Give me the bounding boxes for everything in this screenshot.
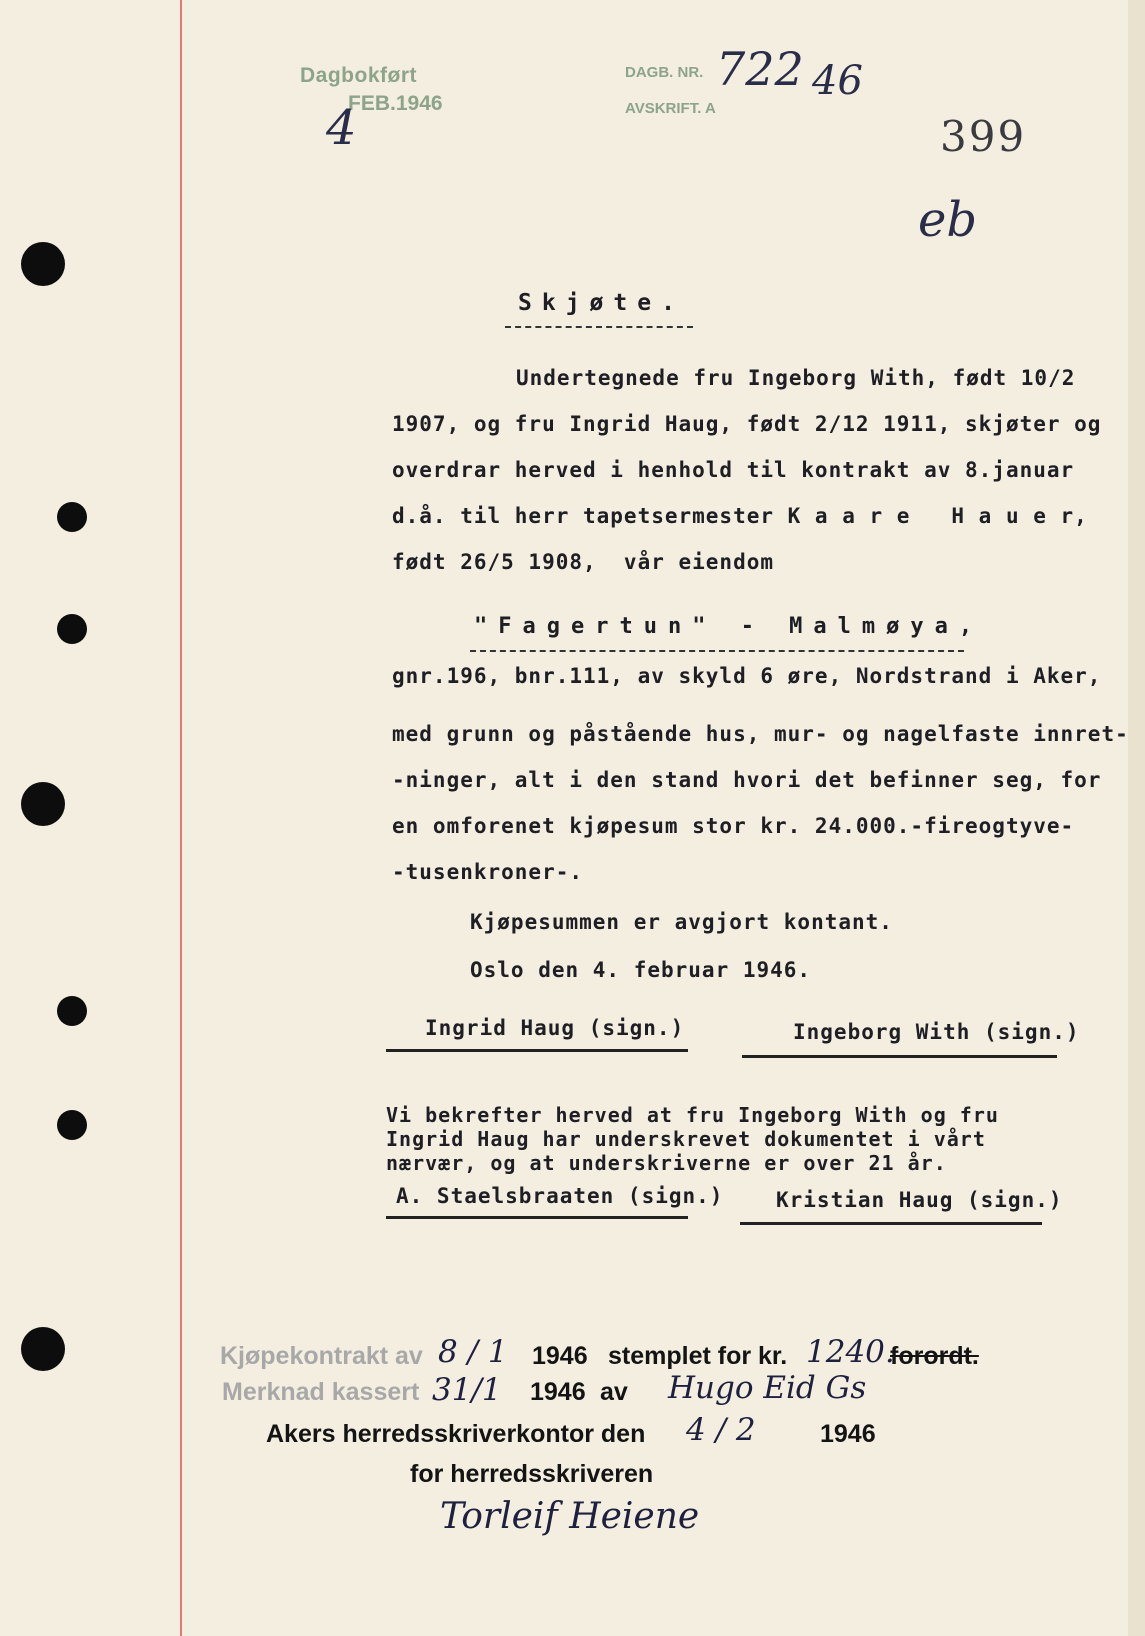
registration-office: Akers herredsskriverkontor den bbox=[266, 1420, 646, 1448]
signature-line bbox=[386, 1049, 688, 1052]
binding-hole bbox=[57, 1110, 87, 1140]
registration-for: for herredsskriveren bbox=[410, 1460, 654, 1488]
binding-hole bbox=[21, 242, 65, 286]
registration-date: 4 / 2 bbox=[686, 1412, 756, 1448]
binding-hole bbox=[21, 782, 65, 826]
signature-right: Ingeborg With (sign.) bbox=[793, 1020, 1080, 1044]
handwritten-initials: eb bbox=[918, 192, 978, 248]
property-line: -ninger, alt i den stand hvori det befinner seg, for bbox=[392, 768, 1102, 792]
dagbokfort-date-stamp: FEB.1946 bbox=[348, 92, 443, 115]
property-line: en omforenet kjøpesum stor kr. 24.000.-fireogtyve- bbox=[392, 814, 1075, 838]
property-underline bbox=[470, 650, 964, 652]
registrar-signature: Torleif Heiene bbox=[440, 1496, 700, 1537]
page-edge bbox=[1128, 0, 1145, 1636]
property-line: -tusenkroner-. bbox=[392, 860, 584, 884]
registration-year: 1946 bbox=[530, 1378, 586, 1406]
signature-line bbox=[742, 1055, 1057, 1058]
dagbokfort-stamp: Dagbokført bbox=[300, 64, 417, 87]
witness-line: Vi bekrefter herved at fru Ingeborg With og fru bbox=[386, 1103, 999, 1127]
registration-amount: 1240. bbox=[806, 1334, 895, 1370]
registration-suffix: forordt. bbox=[890, 1342, 979, 1370]
margin-line bbox=[180, 0, 182, 1636]
signature-line bbox=[740, 1222, 1042, 1225]
witness-line: nærvær, og at underskriverne er over 21 år. bbox=[386, 1151, 947, 1175]
witness-signature-left: A. Staelsbraaten (sign.) bbox=[396, 1184, 724, 1208]
avskrift-stamp: AVSKRIFT. A bbox=[625, 100, 716, 117]
body-line: Undertegnede fru Ingeborg With, født 10/2 bbox=[516, 366, 1076, 390]
witness-line: Ingrid Haug har underskrevet dokumentet i vårt bbox=[386, 1127, 986, 1151]
witness-signature-right: Kristian Haug (sign.) bbox=[776, 1188, 1063, 1212]
handwritten-year: 46 bbox=[812, 58, 863, 104]
body-line: d.å. til herr tapetsermester K a a r e H a u e r, bbox=[392, 504, 1088, 528]
title-underline bbox=[505, 326, 693, 328]
binding-hole bbox=[57, 996, 87, 1026]
registration-date: 31/1 bbox=[432, 1372, 502, 1408]
dagb-nr-stamp: DAGB. NR. bbox=[625, 64, 704, 81]
registration-prefix: Kjøpekontrakt av bbox=[220, 1342, 423, 1370]
property-name: "Fagertun" - Malmøya, bbox=[474, 614, 984, 639]
page-number: 399 bbox=[940, 112, 1027, 161]
body-line: født 26/5 1908, vår eiendom bbox=[392, 550, 775, 574]
signature-line bbox=[386, 1216, 688, 1219]
binding-hole bbox=[21, 1327, 65, 1371]
handwritten-diary-number: 722 bbox=[716, 42, 804, 96]
document-title: Skjøte. bbox=[518, 290, 685, 316]
registration-prefix: Merknad kassert bbox=[222, 1378, 420, 1406]
signature-left: Ingrid Haug (sign.) bbox=[425, 1016, 685, 1040]
registration-stamp-text: stemplet for kr. bbox=[608, 1342, 788, 1370]
body-line: 1907, og fru Ingrid Haug, født 2/12 1911, skjøter og bbox=[392, 412, 1102, 436]
binding-hole bbox=[57, 502, 87, 532]
registration-handwriting: Hugo Eid Gs bbox=[668, 1370, 867, 1406]
property-line: gnr.196, bnr.111, av skyld 6 øre, Nordstrand i Aker, bbox=[392, 664, 1102, 688]
place-date: Oslo den 4. februar 1946. bbox=[470, 958, 812, 982]
registration-year: 1946 bbox=[532, 1342, 588, 1370]
registration-date: 8 / 1 bbox=[438, 1334, 508, 1370]
registration-av: av bbox=[600, 1378, 628, 1406]
handwritten-day: 4 bbox=[326, 100, 357, 156]
payment-line: Kjøpesummen er avgjort kontant. bbox=[470, 910, 893, 934]
property-line: med grunn og påstående hus, mur- og nagelfaste innret- bbox=[392, 722, 1129, 746]
body-line: overdrar herved i henhold til kontrakt av 8.januar bbox=[392, 458, 1075, 482]
binding-hole bbox=[57, 614, 87, 644]
registration-year: 1946 bbox=[820, 1420, 876, 1448]
